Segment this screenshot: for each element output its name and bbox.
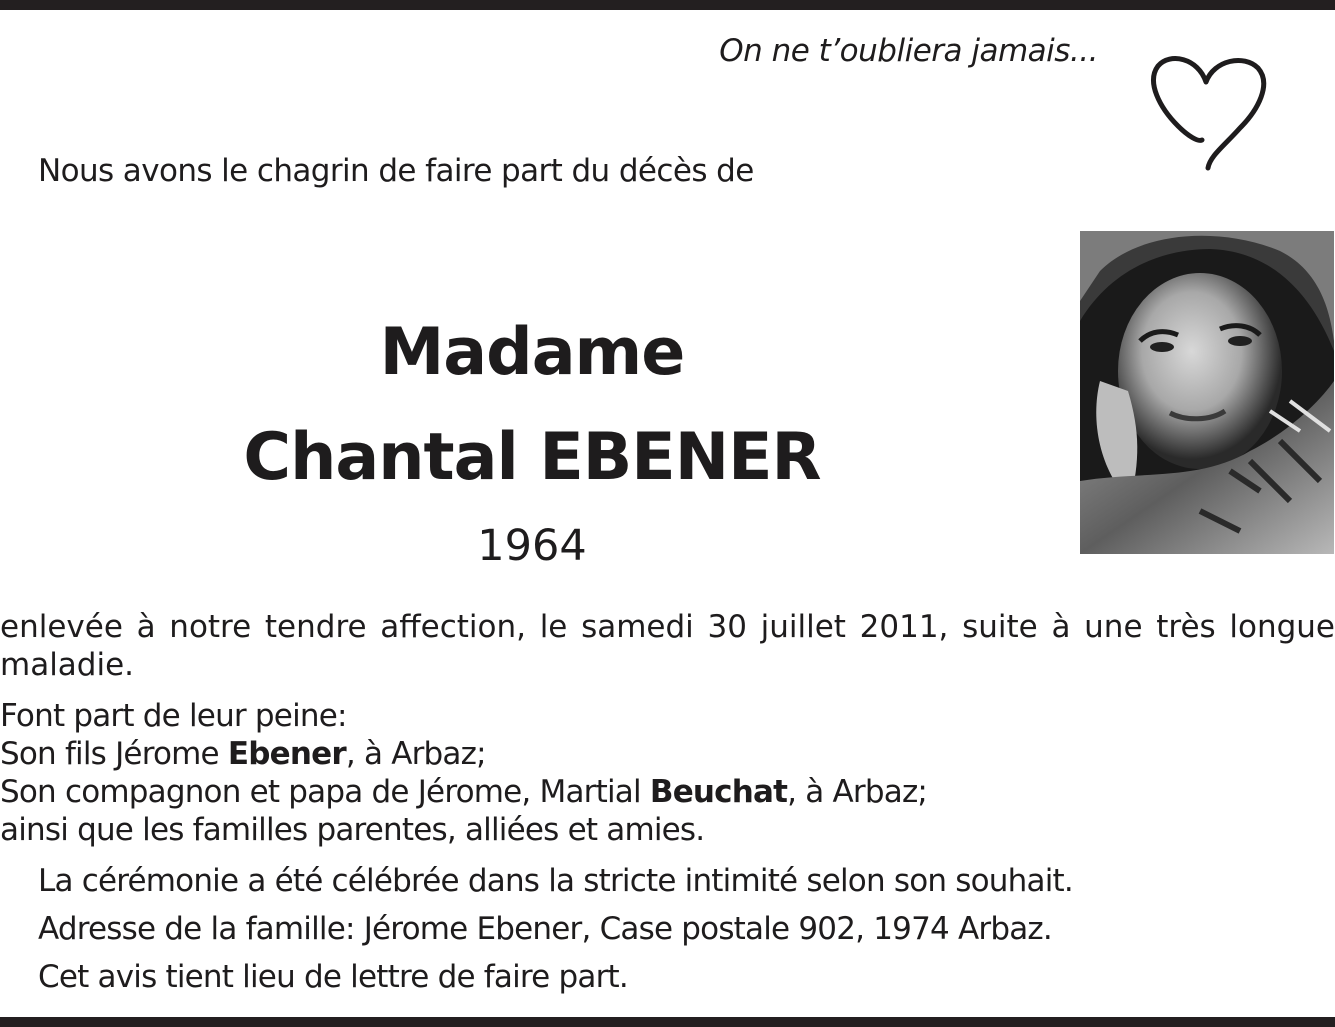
family-member-son (0, 736, 486, 772)
family-member-text: Son fils Jérome (0, 736, 228, 772)
portrait-photo (1080, 231, 1334, 554)
family-member-surname: Beuchat (649, 774, 788, 810)
family-member-surname: Ebener (227, 736, 346, 772)
deceased-name: Chantal EBENER (243, 420, 821, 495)
death-announcement: enlevée à notre tendre affection, le samedi 30 juillet 2011, suite à une très longue maladie. (0, 609, 1335, 683)
family-member-place: , à Arbaz; (787, 774, 928, 810)
deceased-honorific: Madame (379, 315, 685, 390)
heart-icon (1148, 48, 1270, 172)
intro-text: Nous avons le chagrin de faire part du décès de (38, 153, 754, 189)
closing-note: Cet avis tient lieu de lettre de faire part. (38, 959, 628, 995)
top-rule (0, 0, 1335, 10)
family-member-text: Son compagnon et papa de Jérome, Martial (0, 774, 650, 810)
ceremony-note: La cérémonie a été célébrée dans la stricte intimité selon son souhait. (38, 863, 1073, 899)
birth-year: 1964 (477, 521, 587, 571)
family-address: Adresse de la famille: Jérome Ebener, Case postale 902, 1974 Arbaz. (38, 911, 1052, 947)
family-member-place: , à Arbaz; (345, 736, 486, 772)
family-member-partner (0, 774, 927, 810)
family-footer: ainsi que les familles parentes, alliées et amies. (0, 812, 705, 848)
family-heading: Font part de leur peine: (0, 698, 347, 734)
motto: On ne t’oubliera jamais... (719, 33, 1098, 69)
bottom-rule (0, 1017, 1335, 1027)
